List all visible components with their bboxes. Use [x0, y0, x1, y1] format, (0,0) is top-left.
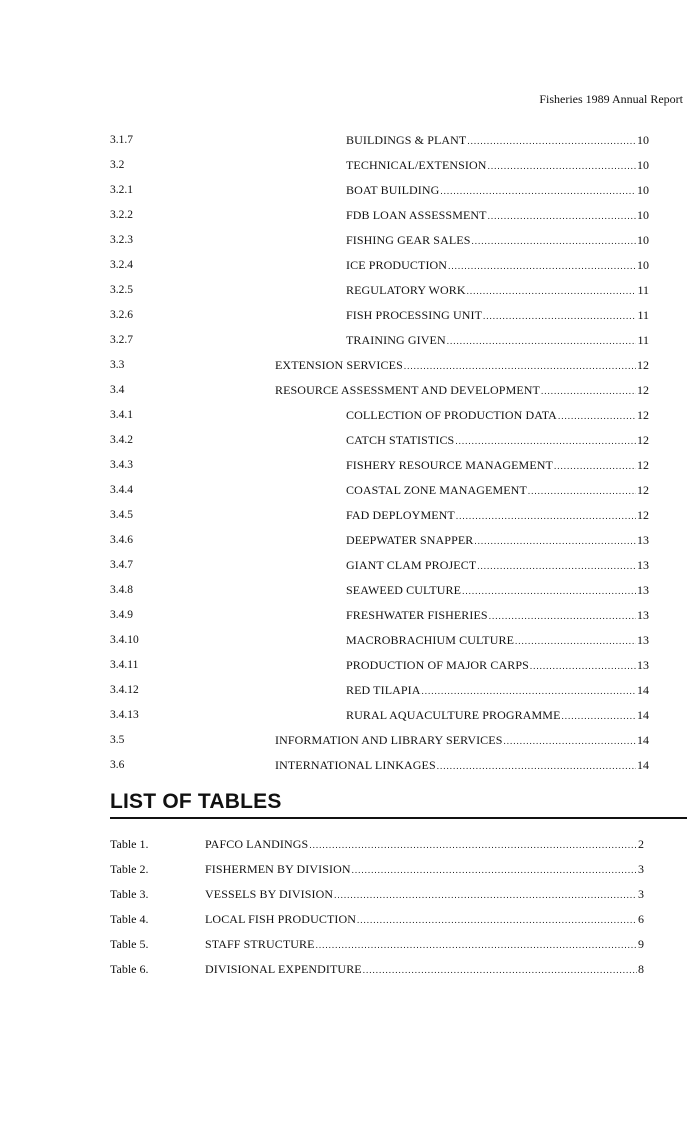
toc-title: TRAINING GIVEN	[346, 333, 446, 347]
dot-leader	[471, 229, 636, 254]
toc-title: FRESHWATER FISHERIES	[346, 608, 488, 622]
toc-page-number: 12	[637, 508, 649, 522]
table-list-row	[0, 882, 689, 907]
toc-title: SEAWEED CULTURE	[346, 583, 462, 597]
toc-title: DEEPWATER SNAPPER	[346, 533, 474, 547]
toc-row	[0, 528, 689, 553]
toc-title: RURAL AQUACULTURE PROGRAMME	[346, 708, 561, 722]
dot-leader	[467, 129, 636, 154]
dot-leader	[309, 833, 637, 858]
dot-leader	[562, 704, 636, 729]
table-title: DIVISIONAL EXPENDITURE	[205, 962, 362, 976]
table-title: VESSELS BY DIVISION	[205, 887, 334, 901]
toc-section-number: 3.4.13	[110, 709, 139, 721]
list-of-tables-heading: LIST OF TABLES	[110, 790, 282, 813]
dot-leader	[489, 604, 636, 629]
dot-leader	[456, 504, 636, 529]
toc-section-number: 3.6	[110, 759, 125, 771]
toc-row	[0, 753, 689, 778]
toc-section-number: 3.2.2	[110, 209, 133, 221]
table-list-row	[0, 857, 689, 882]
toc-title: BUILDINGS & PLANT	[346, 133, 467, 147]
dot-leader	[437, 754, 636, 779]
dot-leader	[422, 679, 636, 704]
toc-page-number: 13	[637, 558, 649, 572]
toc-title: FISH PROCESSING UNIT	[346, 308, 483, 322]
toc-row	[0, 628, 689, 653]
toc-entry	[346, 328, 649, 354]
dot-leader	[352, 858, 637, 883]
dot-leader	[334, 883, 637, 908]
toc-section-number: 3.4.10	[110, 634, 139, 646]
dot-leader	[504, 729, 637, 754]
toc-page-number: 10	[637, 258, 649, 272]
table-label: Table 5.	[110, 937, 149, 951]
table-entry	[205, 907, 644, 933]
dot-leader	[440, 179, 636, 204]
table-title: PAFCO LANDINGS	[205, 837, 309, 851]
toc-entry	[346, 503, 649, 529]
toc-section-number: 3.5	[110, 734, 125, 746]
toc-page-number: 14	[637, 733, 649, 747]
toc-row	[0, 703, 689, 728]
toc-row	[0, 578, 689, 603]
toc-entry	[275, 753, 649, 779]
toc-section-number: 3.4.2	[110, 434, 133, 446]
toc-row	[0, 478, 689, 503]
toc-entry	[346, 453, 649, 479]
table-entry	[205, 832, 644, 858]
toc-page-number: 12	[637, 433, 649, 447]
toc-row	[0, 203, 689, 228]
toc-section-number: 3.4.12	[110, 684, 139, 696]
toc-entry	[346, 228, 649, 254]
table-page-number: 2	[638, 837, 644, 851]
toc-page-number: 12	[637, 408, 649, 422]
dot-leader	[363, 958, 637, 983]
toc-entry	[275, 728, 649, 754]
dot-leader	[462, 579, 636, 604]
toc-page-number: 10	[637, 158, 649, 172]
toc-section-number: 3.2.6	[110, 309, 133, 321]
toc-entry	[346, 478, 649, 504]
table-label: Table 2.	[110, 862, 149, 876]
toc-title: PRODUCTION OF MAJOR CARPS	[346, 658, 529, 672]
table-page-number: 6	[638, 912, 644, 926]
toc-entry	[346, 303, 649, 329]
toc-row	[0, 278, 689, 303]
table-label: Table 6.	[110, 962, 149, 976]
toc-entry	[346, 153, 649, 179]
toc-row	[0, 403, 689, 428]
toc-row	[0, 603, 689, 628]
toc-entry	[346, 178, 649, 204]
dot-leader	[554, 454, 636, 479]
table-title: STAFF STRUCTURE	[205, 937, 315, 951]
toc-entry	[346, 278, 649, 304]
toc-title: MACROBRACHIUM CULTURE	[346, 633, 515, 647]
dot-leader	[558, 404, 636, 429]
table-list-row	[0, 907, 689, 932]
list-of-tables	[0, 832, 689, 982]
table-title: FISHERMEN BY DIVISION	[205, 862, 351, 876]
toc-entry	[346, 203, 649, 229]
toc-row	[0, 128, 689, 153]
dot-leader	[477, 554, 636, 579]
toc-entry	[346, 653, 649, 679]
toc-row	[0, 503, 689, 528]
toc-title: REGULATORY WORK	[346, 283, 466, 297]
toc-row	[0, 378, 689, 403]
toc-row	[0, 453, 689, 478]
toc-page-number: 10	[637, 133, 649, 147]
toc-title: GIANT CLAM PROJECT	[346, 558, 477, 572]
running-header: Fisheries 1989 Annual Report	[539, 92, 683, 106]
table-list-row	[0, 957, 689, 982]
toc-section-number: 3.4.1	[110, 409, 133, 421]
toc-row	[0, 178, 689, 203]
toc-row	[0, 653, 689, 678]
toc-title: BOAT BUILDING	[346, 183, 440, 197]
toc-title: RED TILAPIA	[346, 683, 421, 697]
toc-entry	[346, 428, 649, 454]
dot-leader	[483, 304, 636, 329]
toc-entry	[346, 578, 649, 604]
toc-section-number: 3.2	[110, 159, 125, 171]
table-label: Table 1.	[110, 837, 149, 851]
toc-title: EXTENSION SERVICES	[275, 358, 403, 372]
toc-row	[0, 228, 689, 253]
toc-row	[0, 728, 689, 753]
toc-section-number: 3.2.5	[110, 284, 133, 296]
dot-leader	[467, 279, 637, 304]
toc-page-number: 12	[637, 383, 649, 397]
toc-row	[0, 678, 689, 703]
toc-entry	[346, 678, 649, 704]
dot-leader	[316, 933, 637, 958]
toc-title: FISHING GEAR SALES	[346, 233, 471, 247]
toc-section-number: 3.4.6	[110, 534, 133, 546]
toc-title: FAD DEPLOYMENT	[346, 508, 455, 522]
toc-row	[0, 328, 689, 353]
table-entry	[205, 857, 644, 883]
table-title: LOCAL FISH PRODUCTION	[205, 912, 356, 926]
table-label: Table 3.	[110, 887, 149, 901]
toc-entry	[346, 528, 649, 554]
dot-leader	[474, 529, 636, 554]
toc-entry	[346, 553, 649, 579]
heading-rule	[110, 817, 687, 819]
toc-title: FISHERY RESOURCE MANAGEMENT	[346, 458, 553, 472]
table-entry	[205, 932, 644, 958]
toc-section-number: 3.3	[110, 359, 125, 371]
toc-section-number: 3.1.7	[110, 134, 133, 146]
toc-section-number: 3.4.4	[110, 484, 133, 496]
toc-title: CATCH STATISTICS	[346, 433, 455, 447]
toc-row	[0, 303, 689, 328]
toc-page-number: 12	[637, 483, 649, 497]
toc-title: COASTAL ZONE MANAGEMENT	[346, 483, 527, 497]
dot-leader	[455, 429, 636, 454]
toc-page-number: 14	[637, 758, 649, 772]
toc-section-number: 3.4	[110, 384, 125, 396]
dot-leader	[447, 329, 637, 354]
toc-section-number: 3.4.7	[110, 559, 133, 571]
toc-page-number: 13	[637, 533, 649, 547]
toc-title: ICE PRODUCTION	[346, 258, 448, 272]
table-label: Table 4.	[110, 912, 149, 926]
toc-section-number: 3.2.1	[110, 184, 133, 196]
toc-page-number: 10	[637, 233, 649, 247]
toc-title: TECHNICAL/EXTENSION	[346, 158, 487, 172]
toc-page-number: 11	[637, 308, 649, 322]
toc-page-number: 10	[637, 183, 649, 197]
toc-row	[0, 153, 689, 178]
toc-page-number: 13	[637, 583, 649, 597]
toc-page-number: 14	[637, 683, 649, 697]
toc-row	[0, 553, 689, 578]
toc-page-number: 13	[637, 658, 649, 672]
toc-entry	[346, 253, 649, 279]
toc-page-number: 13	[637, 608, 649, 622]
toc-entry	[346, 603, 649, 629]
toc-section-number: 3.4.9	[110, 609, 133, 621]
toc-page-number: 10	[637, 208, 649, 222]
table-page-number: 3	[638, 887, 644, 901]
table-of-contents	[0, 128, 689, 778]
toc-section-number: 3.2.3	[110, 234, 133, 246]
toc-page-number: 11	[637, 283, 649, 297]
table-page-number: 9	[638, 937, 644, 951]
toc-entry	[346, 703, 649, 729]
toc-section-number: 3.2.7	[110, 334, 133, 346]
toc-section-number: 3.4.11	[110, 659, 139, 671]
toc-entry	[346, 128, 649, 154]
table-entry	[205, 957, 644, 983]
toc-row	[0, 428, 689, 453]
toc-page-number: 11	[637, 333, 649, 347]
toc-title: INTERNATIONAL LINKAGES	[275, 758, 436, 772]
dot-leader	[488, 154, 636, 179]
toc-title: RESOURCE ASSESSMENT AND DEVELOPMENT	[275, 383, 540, 397]
toc-title: FDB LOAN ASSESSMENT	[346, 208, 487, 222]
dot-leader	[541, 379, 636, 404]
toc-page-number: 12	[637, 458, 649, 472]
dot-leader	[404, 354, 636, 379]
dot-leader	[488, 204, 636, 229]
table-list-row	[0, 932, 689, 957]
toc-title: INFORMATION AND LIBRARY SERVICES	[275, 733, 503, 747]
toc-page-number: 13	[637, 633, 649, 647]
toc-entry	[275, 378, 649, 404]
toc-section-number: 3.4.3	[110, 459, 133, 471]
table-entry	[205, 882, 644, 908]
table-list-row	[0, 832, 689, 857]
toc-section-number: 3.4.8	[110, 584, 133, 596]
toc-section-number: 3.2.4	[110, 259, 133, 271]
toc-entry	[275, 353, 649, 379]
toc-entry	[346, 403, 649, 429]
toc-title: COLLECTION OF PRODUCTION DATA	[346, 408, 557, 422]
dot-leader	[448, 254, 636, 279]
toc-page-number: 12	[637, 358, 649, 372]
toc-section-number: 3.4.5	[110, 509, 133, 521]
dot-leader	[515, 629, 636, 654]
toc-row	[0, 253, 689, 278]
table-page-number: 3	[638, 862, 644, 876]
dot-leader	[530, 654, 636, 679]
dot-leader	[357, 908, 637, 933]
dot-leader	[528, 479, 636, 504]
table-page-number: 8	[638, 962, 644, 976]
toc-entry	[346, 628, 649, 654]
toc-page-number: 14	[637, 708, 649, 722]
toc-row	[0, 353, 689, 378]
